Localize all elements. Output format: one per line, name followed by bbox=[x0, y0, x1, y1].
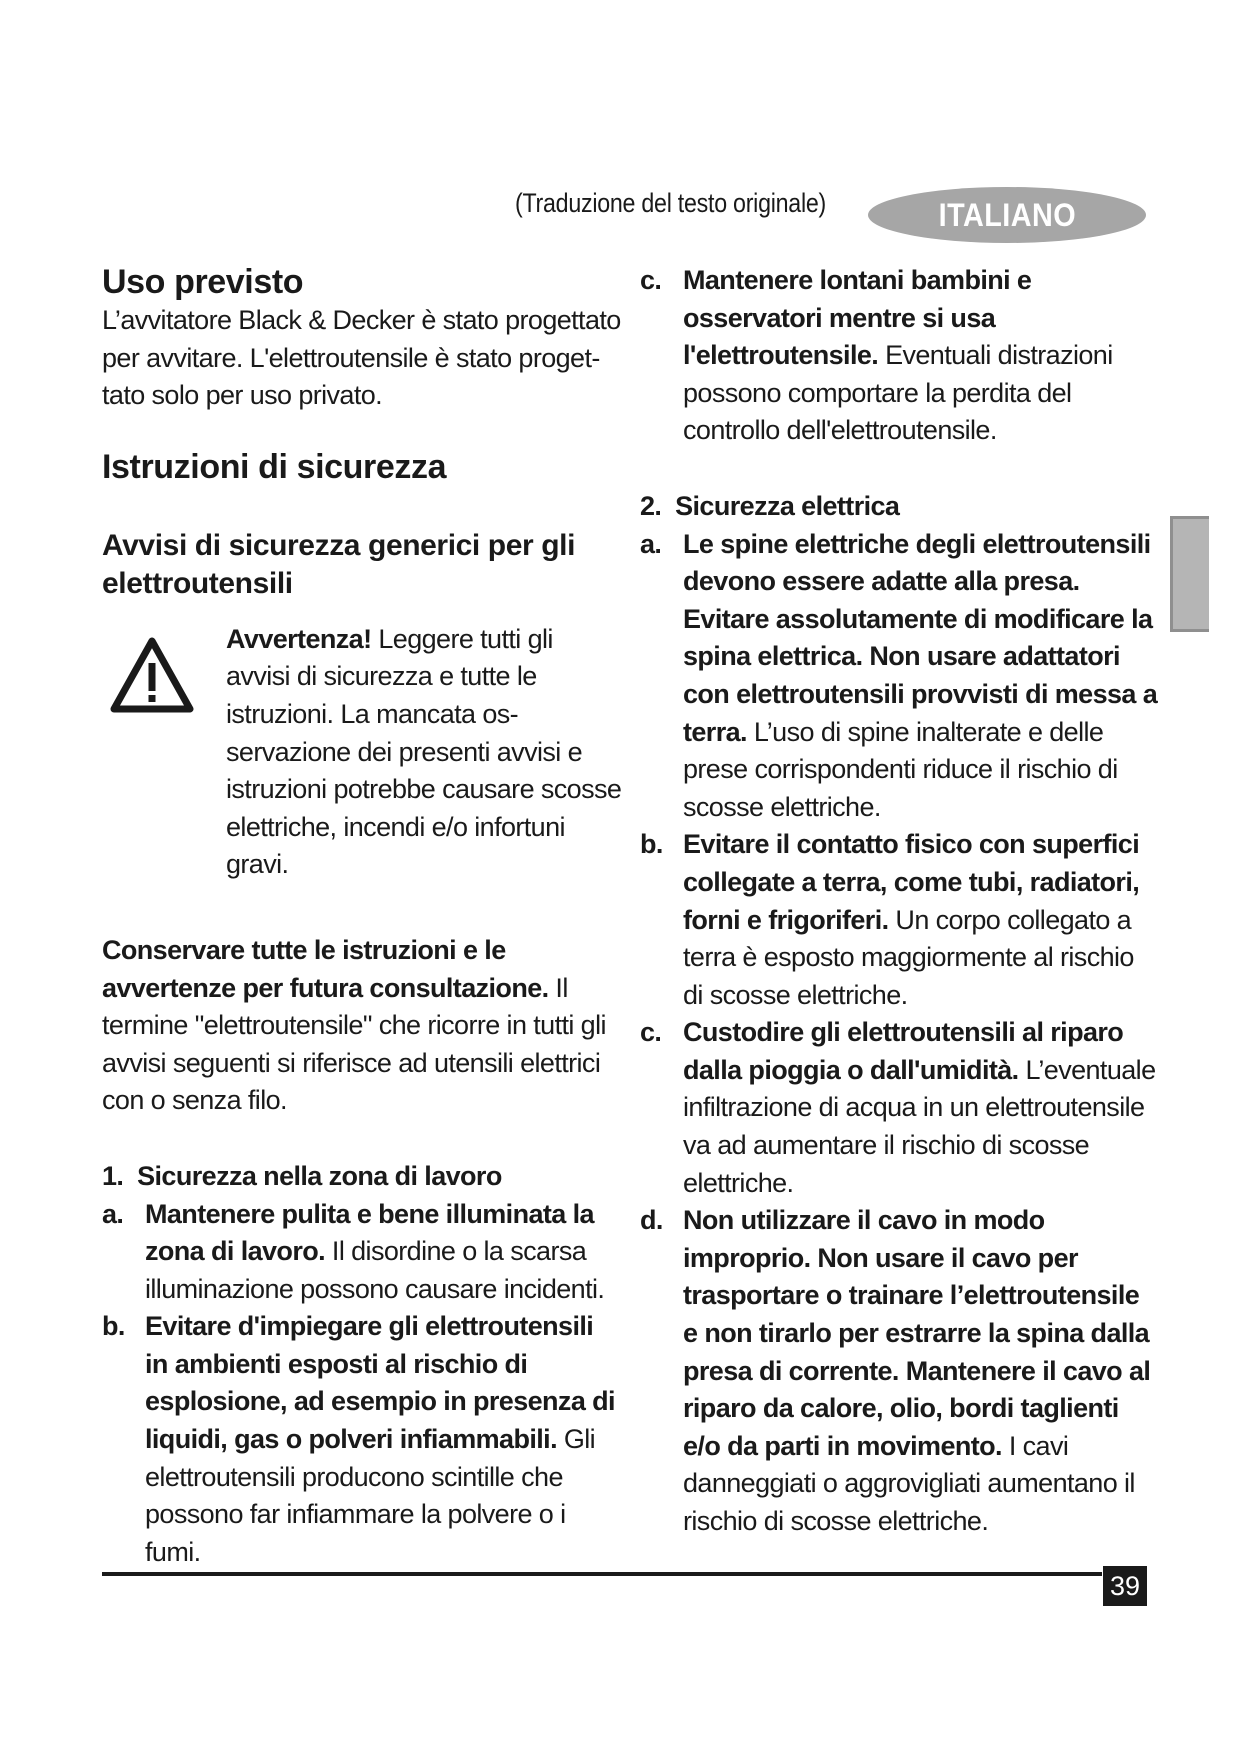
electrical-item-b bbox=[640, 826, 1160, 1014]
safety-title: Istruzioni di sicurezza bbox=[102, 447, 447, 486]
item-marker: b. bbox=[640, 829, 663, 860]
item-bold-text: Non utilizzare il cavo in modo improprio. Non usare il cavo per trasportare o trainare l’elettroutensile e non tirarlo per estrarre la spina dalla presa di corrente. Mantenere il cavo al riparo da calore, olio, bordi taglienti e/o da parti in movimento. bbox=[683, 1205, 1151, 1461]
item-marker: a. bbox=[640, 528, 662, 559]
work-area-item-c bbox=[640, 262, 1160, 450]
electrical-item-a bbox=[640, 526, 1160, 827]
keep-instructions-body: Il termine "elettroutensile" che ricorre in tutti gli avvisi seguenti si riferisce ad utensili elettrici con o senza filo. bbox=[102, 972, 606, 1116]
item-bold-text: Le spine elettriche degli elettroutensili devono essere adatte alla presa. Evitare assolutamente di modificare la spina elettrica. Non usare adattatori con elettroutensili provvisti di messa a terra. bbox=[683, 528, 1158, 747]
intended-use-title: Uso previsto bbox=[102, 263, 304, 301]
language-tab-label: ITALIANO bbox=[938, 197, 1076, 233]
work-area-item-b bbox=[102, 1308, 622, 1571]
translation-note-text: (Traduzione del testo originale) bbox=[515, 188, 826, 218]
item-marker: b. bbox=[102, 1311, 125, 1342]
item-bold-text: Evitare il contatto fisico con superfici collegate a terra, come tubi, radiatori, forni e frigoriferi. bbox=[683, 829, 1140, 935]
item-text: L’eventuale infiltrazione di acqua in un elettroutensile va ad aumentare il rischio di scosse elettriche. bbox=[683, 1054, 1156, 1198]
item-bold-text: Custodire gli elettroutensili al riparo dalla pioggia o dall'umidità. bbox=[683, 1017, 1124, 1085]
item-bold-text: Mantenere pulita e bene illuminata la zona di lavoro. bbox=[145, 1198, 594, 1267]
work-area-item-a bbox=[102, 1196, 622, 1309]
item-bold-text: Evitare d'impiegare gli elettroutensili in ambienti esposti al rischio di esplosione, ad esempio in presenza di liquidi, gas o polveri infiammabili. bbox=[145, 1311, 615, 1455]
item-marker: a. bbox=[102, 1198, 124, 1229]
general-warnings-title: Avvisi di sicurezza generici per gli elettroutensili bbox=[102, 528, 576, 600]
warning-block bbox=[102, 621, 622, 884]
intended-use-body: L’avvitatore Black & Decker è stato progettato per avvitare. L'elettroutensile è stato proget-tato solo per uso privato. bbox=[102, 305, 621, 411]
translation-note bbox=[515, 188, 877, 219]
warning-body: Leggere tutti gli avvisi di sicurezza e tutte le istruzioni. La mancata os-servazione dei presenti avvisi e istruzioni potrebbe causare scosse elettriche, incendi e/o infortuni gravi. bbox=[226, 623, 622, 880]
item-text: I cavi danneggiati o aggrovigliati aumentano il rischio di scosse elettriche. bbox=[683, 1430, 1135, 1536]
page-number: 39 bbox=[1103, 1566, 1147, 1606]
electrical-heading: 2. Sicurezza elettrica bbox=[640, 490, 900, 521]
electrical-item-d bbox=[640, 1202, 1160, 1540]
warning-triangle-icon bbox=[110, 637, 194, 713]
right-column bbox=[640, 262, 1160, 1541]
item-text: Il disordine o la scarsa illuminazione possono causare incidenti. bbox=[145, 1236, 605, 1304]
left-column bbox=[102, 262, 622, 1571]
work-area-heading: 1. Sicurezza nella zona di lavoro bbox=[102, 1160, 502, 1191]
keep-instructions-lead: Conservare tutte le istruzioni e le avvertenze per futura consultazione. bbox=[102, 934, 549, 1003]
item-bold-text: Mantenere lontani bambini e osservatori mentre si usa l'elettroutensile. bbox=[683, 265, 1032, 371]
item-marker: d. bbox=[640, 1205, 663, 1236]
item-text: Gli elettroutensili producono scintille che possono far infiammare la polvere o i fumi. bbox=[145, 1424, 596, 1567]
item-marker: c. bbox=[640, 265, 662, 295]
footer-rule bbox=[102, 1572, 1102, 1576]
electrical-item-c bbox=[640, 1014, 1160, 1202]
keep-instructions bbox=[102, 932, 622, 1120]
warning-text bbox=[226, 621, 622, 884]
language-tab bbox=[868, 187, 1146, 243]
item-text: L’uso di spine inalterate e delle prese corrispondenti riduce il rischio di scosse elettriche. bbox=[683, 716, 1118, 822]
item-marker: c. bbox=[640, 1017, 662, 1048]
item-text: Eventuali distrazioni possono comportare la perdita del controllo dell'elettroutensile. bbox=[683, 340, 1113, 446]
section-side-tab bbox=[1170, 516, 1209, 632]
item-text: Un corpo collegato a terra è esposto maggiormente al rischio di scosse elettriche. bbox=[683, 904, 1134, 1010]
warning-lead: Avvertenza! bbox=[226, 623, 372, 654]
